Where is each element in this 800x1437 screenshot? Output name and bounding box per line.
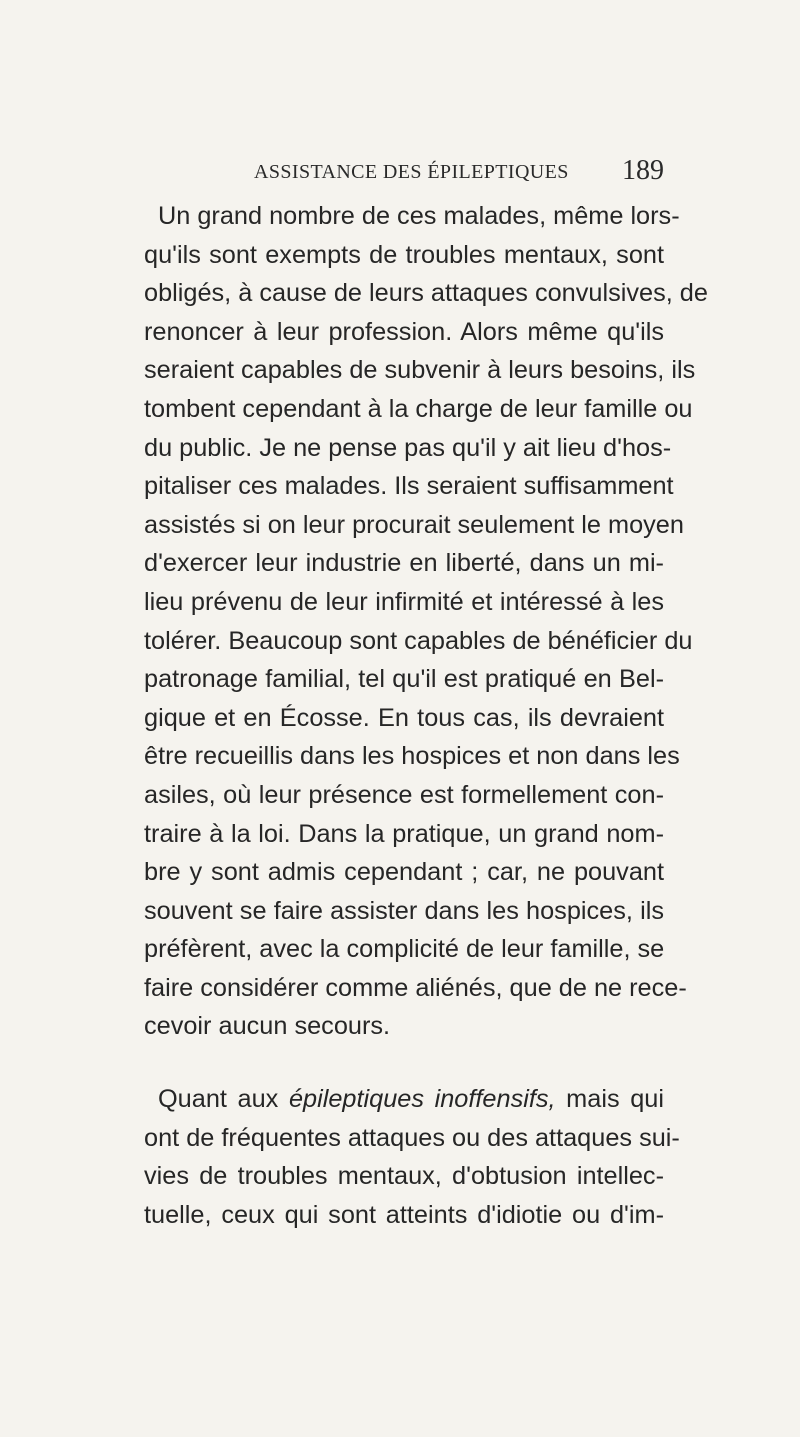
text-segment: mais qui [555, 1085, 664, 1114]
text-line: souvent se faire assister dans les hospices, ils [144, 896, 664, 925]
text-line: pitaliser ces malades. Ils seraient suffisamment [144, 472, 674, 501]
text-line: être recueillis dans les hospices et non dans les [144, 742, 680, 771]
text-line: lieu prévenu de leur infirmité et intéressé à les [144, 587, 664, 616]
text-line: qu'ils sont exempts de troubles mentaux, sont [144, 240, 664, 269]
text-line: faire considérer comme aliénés, que de ne rece- [144, 973, 687, 1002]
text-line: renoncer à leur profession. Alors même qu'ils [144, 317, 664, 346]
body-text [144, 197, 708, 1234]
paragraph-1 [144, 197, 708, 1046]
text-line: tolérer. Beaucoup sont capables de bénéficier du [144, 626, 693, 655]
running-title: ASSISTANCE DES ÉPILEPTIQUES [254, 161, 569, 183]
text-line: Un grand nombre de ces malades, même lors- [158, 202, 680, 230]
text-line: préfèrent, avec la complicité de leur famille, se [144, 935, 665, 964]
italic-term: épileptiques inoffensifs, [288, 1085, 556, 1114]
text-line: traire à la loi. Dans la pratique, un grand nom- [144, 819, 664, 848]
text-line [144, 1080, 664, 1119]
text-line: tuelle, ceux qui sont atteints d'idiotie ou d'im- [144, 1200, 664, 1229]
paragraph-2 [144, 1080, 680, 1234]
text-line: vies de troubles mentaux, d'obtusion intellec- [144, 1162, 664, 1191]
text-line: bre y sont admis cependant ; car, ne pouvant [144, 858, 664, 887]
text-line: d'exercer leur industrie en liberté, dans un mi- [144, 549, 664, 578]
text-line: assistés si on leur procurait seulement le moyen [144, 510, 684, 539]
text-line: cevoir aucun secours. [144, 1012, 391, 1041]
text-line: asiles, où leur présence est formellement con- [144, 780, 664, 809]
text-segment: Quant aux [158, 1085, 289, 1114]
text-line: patronage familial, tel qu'il est pratiqué en Bel- [144, 665, 664, 694]
text-line: obligés, à cause de leurs attaques convulsives, de [144, 279, 708, 308]
text-line: tombent cependant à la charge de leur famille ou [144, 394, 693, 423]
page-header [254, 155, 664, 195]
text-line: seraient capables de subvenir à leurs besoins, ils [144, 356, 696, 385]
text-line: du public. Je ne pense pas qu'il y ait lieu d'hos- [144, 433, 672, 462]
paragraph-gap [144, 1046, 664, 1080]
page-number: 189 [622, 155, 664, 186]
text-line: gique et en Écosse. En tous cas, ils devraient [144, 703, 664, 732]
text-line: ont de fréquentes attaques ou des attaques sui- [144, 1123, 680, 1152]
